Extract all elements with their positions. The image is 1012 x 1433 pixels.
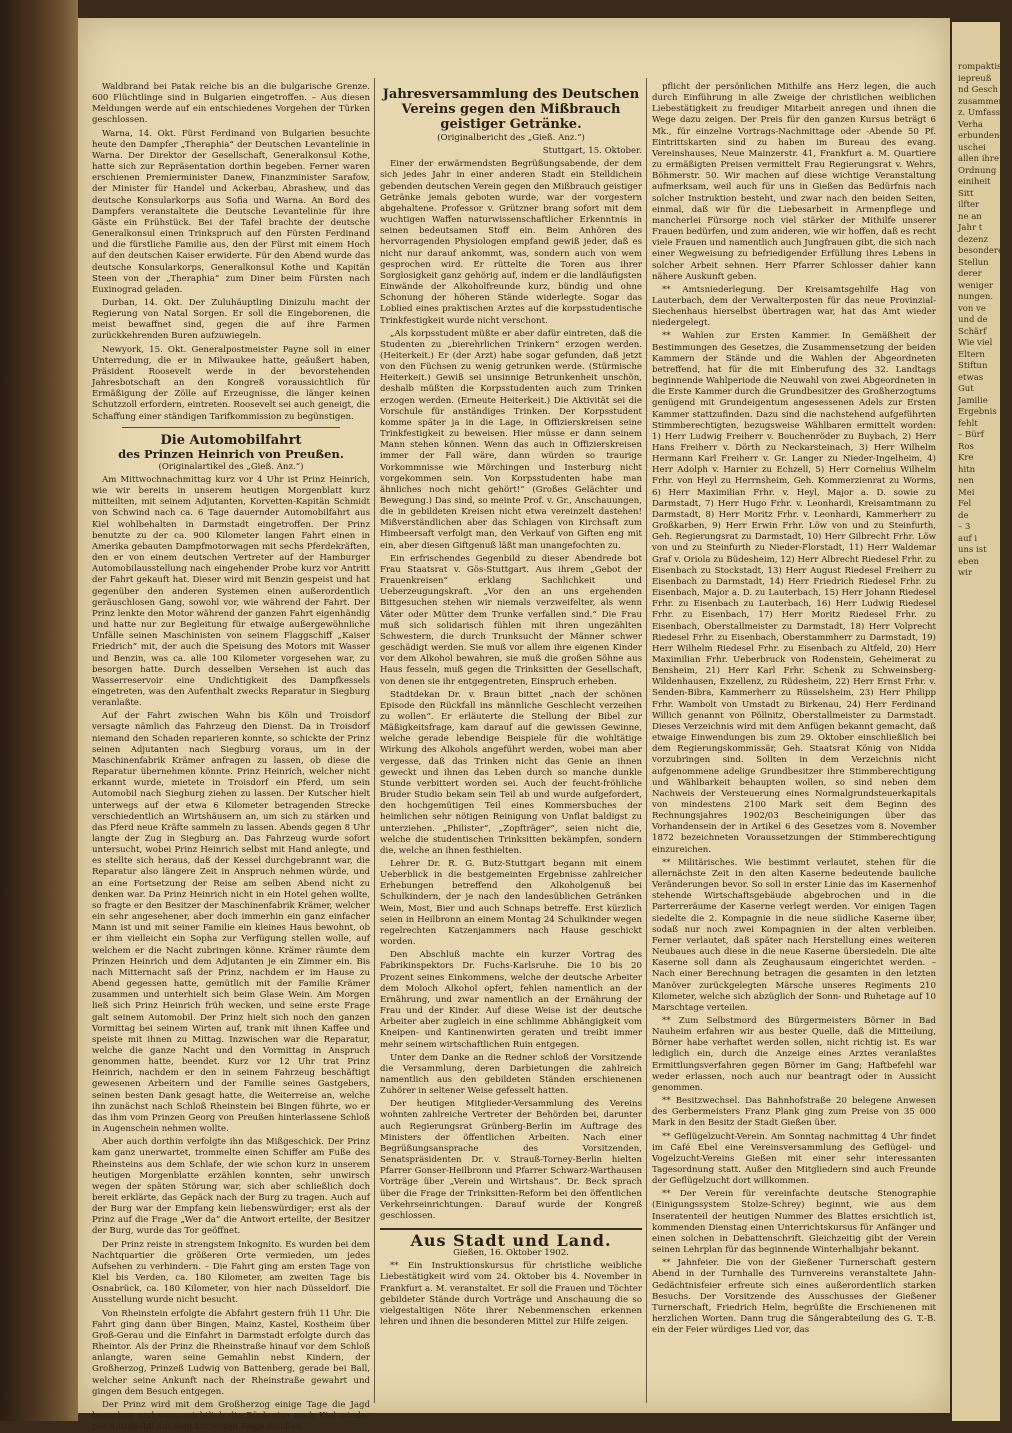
edge-text-line: Schärf [958,326,987,337]
article-paragraph: Der heutigen Mitglieder-Versammlung des Vereins wohnten zahlreiche Vertreter der Behörden bei, darunter auch Regierungsrat Grünberg-Berlin im Auftrage des Ministers der öffentlichen Arbeiten. Nach einer Begrüßungsansprache des Vorsitzenden, Senatspräsidenten Dr. v. Strauß-Torney-Berlin hielten Pfarrer Gonser-Heilbronn und Pfarrer Schwarz-Warthausen Vorträge über „Verein und Wirtshaus“. Dr. Beck sprach über die Frage der Trinksitten-Reform bei den öffentlichen Verkehrseinrichtungen. Darauf wurde der Kongreß geschlossen. [380,1099,642,1221]
article-paragraph: Lehrer Dr. R. G. Butz-Stuttgart begann mit einem Ueberblick in die bestgemeinten Ergebnisse zahlreicher Erhebungen betreffend den Alkoholgenuß bei Schulkindern, der je nach den landesüblichen Getränken Wein, Most, Bier und auch Schnaps betreffe. Erst kürzlich seien in Heilbronn an einem Montag 24 Schulkinder wegen regelrechten Katzenjammers nach Hause geschickt worden. [380,859,642,948]
edge-text-line: Ergebnis [958,407,997,417]
article-paragraph: ** Zum Selbstmord des Bürgermeisters Börner in Bad Nauheim erfahren wir aus bester Quelle, daß die Mitteilung, Börner habe verhaftet werden sollen, nicht richtig ist. Es war lediglich ein, durch die Anzeige eines Arztes veranlaßtes Ermittlungsverfahren gegen Börner im Gang; Haftbefehl war weder erlassen, noch auch nur beantragt oder in Aussicht genommen. [652,1015,936,1093]
edge-text-line: Wie viel [958,338,993,348]
edge-text-line: Ros [958,441,974,452]
edge-text-line: fehlt [958,418,978,429]
edge-text-line: erbundene [958,131,1005,141]
article-byline: (Originalartikel des „Gieß. Anz.“) [158,461,304,472]
article-paragraph: Einer der erwärmendsten Begrüßungsabende, der dem sich jedes Jahr in einer anderen Stadt ein Stelldichein gebenden deutschen Verein gegen den Mißbrauch geistiger Getränke jemals geboten wurde, war der vorgestern abgehaltene. Professor v. Grützner brang sofort mit dem wuchtigen Waffen naturwissenschaftlicher Erkenntnis in seinen bedeutsamen Stoff ein. Beim Anhören des hervorragenden Physiologen empfand gewiß jeder, daß es nicht nur darauf ankommt, was, sondern auch von wem gesprochen wird. Er rüttelte die Toren aus ihrer Sorglosigkeit ganz gehörig auf, indem er die landläufigsten Einwände der Alkoholfreunde kurz, bündig und ohne Schonung der höheren Stände widerlegte. Sogar das Loblied eines praktischen Arztes auf die korpsstudentische Trinkfestigkeit wurde nicht verschont. [380,159,642,326]
edge-text-line: – Bürf [958,430,984,440]
next-page-edge [952,22,1012,1421]
article-paragraph: Waldbrand bei Patak reiche bis an die bulgarische Grenze. 600 Flüchtlinge sind in Bulgarien eingetroffen. – Aus diesen Meldungen werde auf ein entschiedenes Vorgehen der Türken geschlossen. [92,82,370,126]
column-rule [646,78,647,1403]
section-title: Aus Stadt und Land. [380,1228,642,1246]
article-paragraph: Durban, 14. Okt. Der Zuluhäuptling Dinizulu macht der Regierung von Natal Sorgen. Er soll die Eingeborenen, die meist bewaffnet sind, gegen die auf ihre Farmen zurückkehrenden Buren aufzuwiegeln. [92,297,370,342]
edge-text-line: nungen. [958,292,994,302]
edge-text-line: wir [958,568,973,578]
edge-text-line: Fel [958,499,972,509]
edge-text-line: de [958,510,969,521]
article-paragraph: ** Wahlen zur Ersten Kammer. In Gemäßheit der Bestimmungen des Gesetzes, die Zusammensetzung der beiden Kammern der Stände und die Wahlen der Abgeordneten betreffend, hat für die mit Einberufung des 32. Landtags beginnende Wahlperiode die Neuwahl von zwei Abgeordneten in die Erste Kammer durch die Grundbesitzer des Großherzogtums genügend mit Grundeigentum angesessenen Adels zur Ersten Kammer stattzufinden. Dazu sind die nachstehend aufgeführten Stimmberechtigten, bezugsweise Wählbaren ermittelt worden: 1) Herr Ludwig Freiherr v. Bouchenröder zu Buybach, 2) Herr Hans Freiherr v. Dörth zu Neckarsteinach, 3) Herr Wilhelm Hermann Karl Freiherr v. Gr. Langer zu Nieder-Ingelheim, 4) Herr Adolph v. Harnier zu Echzell, 5) Herr Cornelius Wilhelm Frhr. von Heyl zu Herrnsheim, Geh. Kommerzienrat zu Worms, 6) Herr Maximilian Frhr. v. Heyl, Major a. D. sowie zu Darmstadt, 7) Herr Hugo Frhr. v. Leonhardi, Kreisamtmann zu Darmstadt, 8) Herr Moritz Frhr. v. Leonhardi, Kammerherr zu Großkarben, 9) Herr Erwin Frhr. Löw von und zu Steinfurth, Geh. Regierungsrat zu Darmstadt, 10) Herr Gilbrecht Frhr. Löw von und zu Steinfurth zu Nieder-Florstadt, 11) Herr Waldemar Graf v. Oriola zu Büdesheim, 12) Herr Albrecht Riedesel Frhr. zu Eisenbach zu Stockstadt, 13) Herr August Riedesel Freiherr zu Eisenbach zu Darmstadt, 14) Herr Friedrich Riedesel Frhr. zu Eisenbach, Major a. D. zu Lauterbach, 15) Herr Johann Riedesel Frhr. zu Eisenbach zu Lauterbach, 16) Herr Ludwig Riedesel Frhr. zu Eisenbach, 17) Herr Moritz Riedesel Frhr. zu Eisenbach, Oberstallmeister zu Darmstadt, 18) Herr Volprecht Riedesel Frhr. zu Eisenbach, Oberstammherr zu Darmstadt, 19) Herr Wilhelm Riedesel Frhr. zu Eisenbach zu Altfeld, 20) Herr Maximilian Frhr. Ueberbruck von Rodenstein, Geheimerat zu Bensheim, 21) Herr Karl Frhr. Schenk zu Schweinsberg-Wildenhausen, Exzellenz, zu Rüdesheim, 22) Herr Ernst Frhr. v. Senden-Bibra, Kammerherr zu Rüsselsheim, 23) Herr Philipp Frhr. Wambolt von Umstadt zu Birkenau, 24) Herr Ferdinand Willich genannt von Pöllnitz, Oberstallmeister zu Darmstadt. Dieses Verzeichnis wird mit dem Anfügen bekannt gemacht, daß etwaige Einwendungen bis zum 29. Oktober einschließlich bei dem Regierungskommissär, Geh. Staatsrat König von Nidda vorzubringen sind. Sollten in dem Verzeichnis nicht aufgenommene adelige Grundbesitzer ihre Stimmberechtigung und Wählbarkeit behaupten wollen, so sind neben dem Nachweis der Versteuerung eines Normalgrundsteuerkapitals von mindestens 2100 Mark seit dem Beginn des Rechnungsjahres 1902/03 Bescheinigungen über das Vorhandensein der in Artikel 6 des Gesetzes vom 8. November 1872 bezeichneten Voraussetzungen der Stimmberechtigung einzureichen. [652,331,936,855]
article-paragraph: ** Jahnfeier. Die von der Gießener Turnerschaft gestern Abend in der Turnhalle des Turnvereins veranstaltete Jahn-Gedächtnisfeier erfreute sich eines außerordentlich starken Besuchs. Der Vorsitzende des Ausschusses der Gießener Turnerschaft, Friedrich Helm, begrüßte die Erschienenen mit herzlichen Worten. Dann trug die Sängerabteilung des G. T.-B. ein der Feier würdiges Lied vor, das [652,1258,936,1336]
section-dateline: Gießen, 16. Oktober 1902. [453,1248,569,1259]
column-left [92,82,370,1433]
edge-text-line: derer [958,269,982,279]
article-paragraph: ** Besitzwechsel. Das Bahnhofstraße 20 belegene Anwesen des Gerbermeisters Franz Plank ging zum Preise von 35 000 Mark in den Besitz der Stadt Gießen über. [652,1096,936,1129]
article-paragraph: Ein erfrischendes Gegenbild zu dieser Abendrede bot Frau Staatsrat v. Gös-Stuttgart. Aus ihrem „Gebot der Frauenkreisen“ erklang Sachlichkeit und Ueberzeugungskraft. „Vor den an uns ergehenden Bittgesuchen stehen wir niemals verzweifelter, als wenn Väter oder Mütter dem Trunke verfallen sind.“ Die Frau muß sich solidarisch fühlen mit ihren ungezählten Schwestern, die durch Trunksucht der Männer schwer geschädigt werden. Sie muß vor allem ihre eigenen Kinder vor dem Alkohol bewahren, sie muß die großen Söhne aus Haus fesseln, muß gegen die Trinksitten der Gesellschaft, von denen sie ihr entgegentreten, Einspruch erheben. [380,553,642,687]
book-spine-shadow [0,0,78,1421]
newspaper-page [78,18,950,1433]
article-paragraph: „Als korpsstudent müßte er aber dafür eintreten, daß die Studenten zu „bierehrlichen Trinkern“ erzogen werden. (Heiterkeit.) Er (der Arzt) habe sogar gefunden, daß jetzt von den Füchsen zu wenig getrunken werde. (Stürmische Heiterkeit.) Gewiß sei unsinnige Betrunkenheit unschön, deshalb müßten die Korpsstudenten auch zum Trinken erzogen werden. (Erneute Heiterkeit.) Die Aktivität sei die Vorschule für anständiges Trinken. Der Korpsstudent komme später ja in die Lage, in Offizierskreisen seine Trinkfestigkeit zu beweisen. Hier müsse er dann seinem Mann stehen können. Wenn das auch in Offizierskreisen immer der Fall wäre, dann würden so traurige Vorkommnisse wie Mörchingen und Insterburg nicht vorgekommen sein. Von Korpsstudenten habe man ähnliches noch nicht gehört!“ (Großes Gelächter und Bewegung.) Das sind, so meinte Prof. v. Gr., Anschauungen, die in gebildeten Kreisen nicht etwa vereinzelt dastehen! Mißverständlichen aber das Schlagen von Kirchsaft zum Himbeersaft verfolgt man, den Verkauf von Giften eng mit ein, aber diesen Giftgenuß läßt man unangefochten zu. [380,328,642,551]
edge-text-line: uschei [958,142,986,153]
article-paragraph: ** Der Verein für vereinfachte deutsche Stenographie (Einigungssystem Stolze-Schrey) beginnt, wie aus dem Inseratenteil der heutigen Nummer des Blattes ersichtlich ist, kommenden Dienstag einen Unterrichtskursus für Anfänger und einen solchen in Debattenschrift. Gleichzeitig gibt der Verein seinen Lehrplan für das beginnende Winterhalbjahr bekannt. [652,1189,936,1256]
edge-text-line: dezenz [958,234,988,245]
edge-text-line: Verha [958,119,983,130]
article-subheadline: des Prinzen Heinrich von Preußen. [118,446,344,461]
article-paragraph: ** Militärisches. Wie bestimmt verlautet, stehen für die allernächste Zeit in den alten Kaserne bedeutende bauliche Veränderungen bevor. So soll in erster Linie das im Kasernenhof stehende Wirtschaftsgebäude abgebrochen und in die Parterreräume der Kaserne verlegt werden. Vor einigen Tagen siedelte die 2. Kompagnie in die neue südliche Kaserne über, sodaß nur noch zwei Kompagnien in der alten verbleiben. Ferner verlautet, daß später nach Herstellung eines weiteren Neubaues auch diese in die neue Kaserne übersiedeln. Die alte Kaserne soll dann als Zeughausaum eingerichtet werden. – Nach einer Berechnung betragen die gesamten in den letzten Manöver zurückgelegten Märsche unseres Regiments 210 Kilometer, welche sich abzüglich der Sonn- und Ruhetage auf 10 Marschtage verteilen. [652,857,936,1013]
edge-text-line: rompaktisch [958,62,1012,72]
article-headline: Jahresversammlung des Deutschen Vereins gegen den Mißbrauch geistiger Getränke. [382,87,640,132]
edge-text-line: ilfter [958,200,980,210]
article-paragraph: Den Abschluß machte ein kurzer Vortrag des Fabrikinspektors Dr. Fuchs-Karlsruhe. Die 10 bis 20 Prozent seines Einkommens, welche der deutsche Arbeiter dem Moloch Alkohol opfert, fehlen namentlich an der Ernährung, und zwar namentlich an der Ernährung der Frau und der Kinder. Auf diese Weise ist der deutsche Arbeiter aber zugleich in eine schlimme Abhängigkeit vom Kneipen- und Kantinenwirten geraten und treibt immer mehr seinem wirtschaftlichen Ruin entgegen. [380,950,642,1050]
edge-text-line: Jahr t [958,223,983,233]
edge-text-line: nd Gesch [958,85,999,95]
article-paragraph: ** Amtsniederlegung. Der Kreisamtsgehilfe Hag von Lauterbach, dem der Verwalterposten für das neue Provinzial-Siechenhaus hierselbst übertragen war, hat das Amt wieder niedergelegt. [652,284,936,329]
article-paragraph: Auf der Fahrt zwischen Wahn bis Köln und Troisdorf versagte nämlich das Fahrzeug den Dienst. Da in Troisdorf niemand den Schaden reparieren konnte, so schickte der Prinz seinen Adjutanten nach Siegburg voraus, um in der Maschinenfabrik Krämer anfragen zu lassen, ob diese die Reparatur übernehmen könnte. Prinz Heinrich, welcher nicht erkannt wurde, mietete in Troisdorf ein Pferd, um sein Automobil nach Siegburg ziehen zu lassen. Der Kutscher hielt unterwegs auf der etwa 6 Kilometer betragenden Strecke verschiedentlich an Wirtshäusern an, um sich zu stärken und das Pferd neue Kräfte sammeln zu lassen. Abends gegen 8 Uhr langte der Zug in Siegburg an. Das Fahrzeug wurde sofort untersucht, wobei Prinz Heinrich selbst mit Hand anlegte, und es stellte sich heraus, daß der Kessel durchgebrannt war, die Reparatur also längere Zeit in Anspruch nehmen würde, und an eine Fortsetzung der Reise am selben Abend nicht zu denken war. Da Prinz Heinrich nicht in ein Hotel gehen wollte, so fragte er den Besitzer der Maschinenfabrik Krämer, welcher ein sehr angesehener, aber doch immerhin ein ganz einfacher Mann ist und mit seiner Familie ein kleines Haus bewohnt, ob er ihm vielleicht ein Sopha zur Verfügung stellen wolle, auf welchem er die Nacht zubringen könne. Krämer räumte dem Prinzen Heinrich und dem Adjutanten je ein Zimmer ein. Bis nach Mitternacht saß der Prinz, nachdem er im Hause zu Abend gegessen hatte, gemütlich mit der Familie Krämer zusammen und unterhielt sich beim Glase Wein. Am Morgen ließ sich Prinz Heinrich früh wecken, und seine erste Frage galt seinem Automobil. Der Prinz hielt sich noch den ganzen Vormittag bei seinem Wirten auf, trank mit ihnen Kaffee und speiste mit ihnen zu Mittag. Inzwischen war die Reparatur, welche die ganze Nacht und den Vormittag in Anspruch genommen hatte, beendet. Kurz vor 12 Uhr trat Prinz Heinrich, nachdem er den in seinem Fahrzeug beschäftigt gewesenen Arbeitern und der Familie seines Gastgebers, seinen besten Dank gesagt hatte, die Weiterreise an, welche ihn zunächst nach Schloß Rheinstein bei Bingen führte, wo er das ihm vom Prinzen Georg von Preußen hinterlassene Schloß in Augenschein nehmen wollte. [92,711,370,1135]
article-headline: Die Automobilfahrt [160,432,302,448]
article-paragraph: Der Prinz reiste in strengstem Inkognito. Es wurden bei dem Nachtquartier die größeren Orte vermieden, um jedes Aufsehen zu verhindern. – Die Fahrt ging am ersten Tage von Kiel bis Verden, ca. 180 Kilometer, am zweiten Tage bis Osnabrück, ca. 180 Kilometer, von hier nach Düsseldorf. Die Ausstellung wurde nicht besucht. [92,1239,370,1306]
article-paragraph: Newyork, 15. Okt. Generalpostmeister Payne soll in einer Unterredung, die er in Milwaukee hatte, geäußert haben, Präsident Roosevelt werde in der bevorstehenden Jahresbotschaft an den Kongreß voraussichtlich für Ermäßigung der Zölle auf Erzeugnisse, die länger keinen Schutzzoll erfordern, eintreten. Roosevelt sei auch geneigt, die Schaffung einer ständigen Tarifkommission zu begünstigen. [92,344,370,422]
article-paragraph: Der Prinz wird mit dem Großherzog einige Tage die Jagd besuchen und voraussichtlich die Rückreise nach Kiel wieder per Automobil auf dem kürzesten Wege machen. [92,1399,370,1433]
edge-text-line: und de [958,315,988,325]
column-middle [380,82,642,1402]
article-paragraph: Am Mittwochnachmittag kurz vor 4 Uhr ist Prinz Heinrich, wie wir bereits in unserem heutigen Morgenblatt kurz mitteilten, mit seinem Adjutanten, Korvetten-Kapitän Schmidt von Schwind nach ca. 6 Tage dauernder Automobilfahrt aus Kiel wohlbehalten in Darmstadt eingetroffen. Der Prinz benutzte zu der ca. 900 Kilometer langen Fahrt einen in Amerika gebauten Dampfmotorwagen mit sechs Pferdekräften, den er von einem deutschen Vertreter auf der Hamburger Automobilausstellung nach eingehender Probe kurz vor Antritt der Fahrt gekauft hat. Dieser wird mit Benzin gespeist und hat gegenüber den anderen Systemen einen außerordentlich geräuschlosen Gang, sowohl vor, wie während der Fahrt. Der Prinz lenkte den Motor während der ganzen Fahrt eigenhändig und hatte nur zur Begleitung für etwaige außergewöhnliche Unfälle seinen Maschinisten von seinem Flaggschiff „Kaiser Friedrich“ mit, der auch die Speisung des Motors mit Wasser und Benzin, was ca. alle 100 Kilometer vorgesehen war, zu besorgen hatte. Durch desselben Versehen ist auch das Wasserreservoir eine Undichtigkeit des Dampfkessels eingetreten, was den Aufenthalt zwecks Reparatur in Siegburg veranlaßte. [92,475,370,709]
edge-text-line: auf i [958,533,978,544]
edge-text-line: Kre [958,453,974,463]
article-byline: (Originalbericht des „Gieß. Anz.“) [437,133,585,143]
article-paragraph: pflicht der persönlichen Mithilfe ans Herz legen, die auch durch Einführung in alle Zweige der christlichen weiblichen Liebestätigkeit zu freudiger Mitarbeit anregen und ihnen die Wege dazu zeigen. Der Preis für den ganzen Kursus beträgt 6 Mk., für einzelne Vortrags-Nachmittage oder -Abende 50 Pf. Eintrittskarten sind zu haben im Bureau des evang. Vereinshauses, Neue Mainzerstr. 41, Frankfurt a. M. Quartiere zu ermäßigten Preisen vermittelt Frau Regierungsrat v. Wehrs, Böhmerstr. 50. Wir machen auf diese wichtige Veranstaltung aufmerksam, weil auch für uns in Gießen das Bedürfnis nach solcher Instruktion besteht, und zwar nach den beiden Seiten, einmal, daß wir für die Liebesarbeit in Armenpflege und mancherlei Fürsorge noch viel stärker der Mithilfe unserer Frauen bedürfen, und zum anderen, wie wir hoffen, daß es recht viele Frauen und namentlich auch Jungfrauen gibt, die sich nach einer Wegweisung zu befriedigender Erfüllung ihres Lebens in solcher Arbeit sehnen. Herr Pfarrer Schlosser dahier kann nähere Auskunft geben. [652,82,936,282]
edge-text-line: – 3 [958,522,971,532]
edge-text-line: eben [958,556,979,567]
edge-text-line: allen ihre [958,154,999,164]
edge-text-line: Eltern [958,349,985,360]
edge-text-line: z. Umfassa [958,108,1006,118]
edge-text-line: zusammen [958,96,1005,107]
edge-text-line: iepreuß [958,73,992,84]
edge-text-line: Jamilie [958,395,988,406]
edge-text-line: uns ist [958,545,987,555]
edge-text-line: weniger [958,280,994,291]
article-paragraph: Unter dem Danke an die Redner schloß der Vorsitzende die Versammlung, deren Darbietungen die zahlreich namentlich aus den gebildeten Ständen erschienenen Zuhörer in seltener Weise gefesselt hatten. [380,1052,642,1097]
edge-text-line: besondere [958,246,1003,256]
article-paragraph: ** Ein Instruktionskursus für christliche weibliche Liebestätigkeit wird vom 24. Oktober bis 4. November in Frankfurt a. M. veranstaltet. Er soll die Frauen und Töchter gebildeter Stände durch Vorträge und Anschauung die so vielgestaltigen Nöte ihrer Nebenmenschen erkennen lehren und ihnen die besonderen Mittel zur Hilfe zeigen. [380,1261,642,1328]
edge-text-line: hitn [958,464,976,475]
edge-text-line: Mei [958,487,975,498]
edge-text-line: etwas [958,372,984,383]
edge-text-line: einiheit [958,177,991,187]
article-paragraph: Stadtdekan Dr. v. Braun bittet „nach der schönen Episode den Rückfall ins männliche Geschlecht verzeihen zu wollen“. Er erläuterte die Stellung der Bibel zur Mäßigkeitsfrage, kam darauf auf die gewissen Gewinne, welche gerade lebendige Beispiele für die wohltätige Wirkung des Alkohols angeführt werden, wobei man aber vergesse, daß das Trinken nicht das Genie an ihnen geweckt und ihnen das Leben durch so manche dunkle Stunde verbittert worden sei. Auch der feucht-fröhliche Bruder Studio bekam sein Teil ab und wurde aufgefordert, den hochgemütigen Teil eines Kommersbuches der heimlichen sehr nötigen Reinigung von Unflat baldigst zu unterziehen. „Philister“, „Zopfträger“, seien nicht die, welche die studentischen Trinksitten bekämpfen, sondern die, welche an ihnen festhielten. [380,689,642,856]
edge-text-line: Stellun [958,257,989,268]
edge-text-line: Ordnung [958,165,997,176]
article-dateline: Stuttgart, 15. Oktober. [542,146,642,157]
column-right [652,82,936,1402]
article-divider [122,427,340,428]
article-paragraph: ** Geflügelzucht-Verein. Am Sonntag nachmittag 4 Uhr findet im Café Ebel eine Vereinsversammlung des Geflügel- und Vogelzucht-Vereins Gießen mit einer sehr interessanten Tagesordnung statt. Außer den Mitgliedern sind auch Freunde der Geflügelzucht dort willkommen. [652,1131,936,1187]
edge-text-line: Sitt [958,188,974,199]
article-paragraph: Warna, 14. Okt. Fürst Ferdinand von Bulgarien besuchte heute den Dampfer „Theraphia“ der Deutschen Levantelinie in Warna. Der Direktor der Gesellschaft, Generalkonsul Kothe, hatte sich zur Repräsentation dorthin begeben. Ferner waren erschienen Premierminister Danew, Finanzminister Sarafow, der Minister für Handel und Ackerbau, Abrashew, und das deutsche Konsularkorps aus Sofia und Warna. An Bord des Dampfers veranstaltete die Deutsche Levantelinie für ihre Gäste ein Frühstück. Bei der Tafel brachte der deutsche Generalkonsul einen Trinkspruch auf den Fürsten Ferdinand und die fürstliche Familie aus, den der Fürst mit einem Hoch auf den deutschen Kaiser erwiderte. Für den Abend wurde das deutsche Konsularkorps, Generalkonsul Kothe und Kapitän Steen von der „Theraphia“ zum Diner beim Fürsten nach Euxinograd geladen. [92,128,370,295]
article-paragraph: Aber auch dorthin verfolgte ihn das Mißgeschick. Der Prinz kam ganz unerwartet, trommelte einen Schiffer am Fuße des Rheinsteins aus dem Schlafe, der wie schon kurz in unserem heutigen Morgenblatte erzählen konnten, sehr unwirsch wegen der späten Störung war, sich aber schließlich doch bereit erklärte, das Gepäck nach der Burg zu tragen. Auch auf der Burg war der Empfang kein liebenswürdiger; erst als der Prinz auf die Frage „Wer da“ die Antwort erteilte, der Besitzer der Burg, wurde das Tor geöffnet. [92,1137,370,1237]
edge-text-line: nen [958,476,974,486]
edge-text-line: ne an [958,211,982,222]
edge-text-line: Gut [958,384,974,394]
article-paragraph: Von Rheinstein erfolgte die Abfahrt gestern früh 11 Uhr. Die Fahrt ging dann über Bingen, Mainz, Kastel, Kostheim über Groß-Gerau und die Einfahrt in Darmstadt erfolgte durch das Rheintor. Als der Prinz die Rheinstraße hinauf vor dem Schloß anlangte, waren seine Gemahlin nebst Kindern, der Großherzog, Prinzeß Ludwig von Battenberg, gerade bei Ball, welcher seine Ankunft nach der Rheinstraße gewahrt und gingen dem Besuch entgegen. [92,1308,370,1397]
edge-text-line: von ve [958,303,986,314]
edge-text-line: Stiftun [958,361,988,371]
column-rule [374,78,375,1403]
